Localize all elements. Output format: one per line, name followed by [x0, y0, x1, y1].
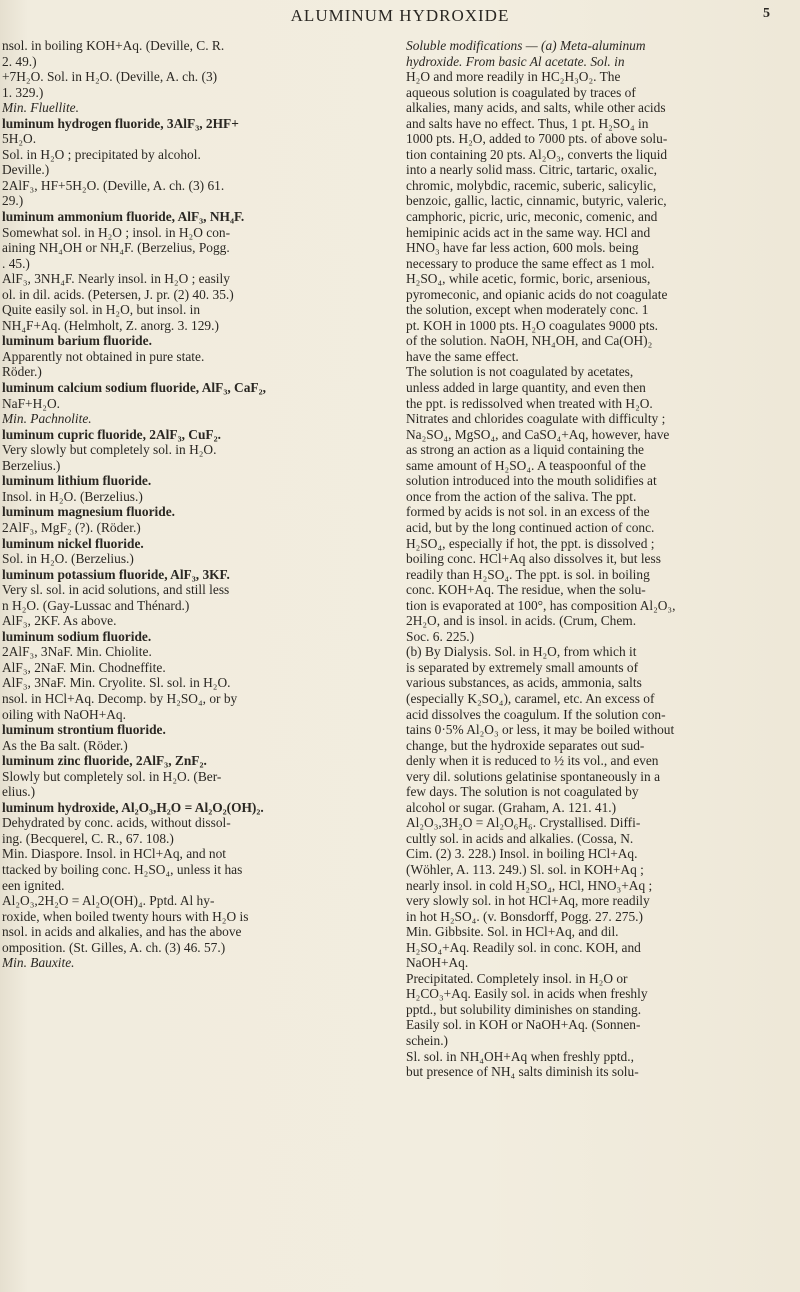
- text-line: chromic, molybdic, racemic, suberic, salicylic,: [406, 177, 657, 193]
- text-line: n H₂O. (Gay-Lussac and Thénard.): [2, 597, 190, 613]
- text-line: formed by acids is not sol. in an excess of the: [406, 504, 650, 520]
- text-line: oiling with NaOH+Aq.: [2, 706, 126, 722]
- text-line: elius.): [2, 784, 36, 800]
- text-line: +7H₂O. Sol. in H₂O. (Deville, A. ch. (3): [2, 69, 218, 85]
- text-line: The solution is not coagulated by acetates,: [406, 364, 634, 380]
- text-line: roxide, when boiled twenty hours with H₂O is: [2, 908, 249, 924]
- text-line: nsol. in acids and alkalies, and has the above: [2, 924, 242, 940]
- text-line: solution introduced into the mouth solidifies at: [406, 473, 657, 489]
- text-line: omposition. (St. Gilles, A. ch. (3) 46. 57.): [2, 939, 226, 955]
- text-line: luminum zinc fluoride, 2AlF₃, ZnF₂.: [2, 753, 207, 769]
- text-line: 2AlF₃, 3NaF. Min. Chiolite.: [2, 644, 152, 660]
- text-line: into a nearly solid mass. Citric, tartaric, oxalic,: [406, 162, 658, 178]
- text-line: cultly sol. in acids and alkalies. (Cossa, N.: [406, 830, 634, 846]
- text-line: NaOH+Aq.: [406, 955, 469, 971]
- text-line: AlF₃, 3NaF. Min. Cryolite. Sl. sol. in H₂O.: [2, 675, 231, 691]
- text-line: Insol. in H₂O. (Berzelius.): [2, 488, 143, 504]
- text-line: change, but the hydroxide separates out sud-: [406, 737, 645, 753]
- text-line: in hot H₂SO₄. (v. Bonsdorff, Pogg. 27. 275.): [406, 908, 643, 924]
- text-line: ing. (Becquerel, C. R., 67. 108.): [2, 830, 174, 846]
- text-line: the ppt. is redissolved when treated with H₂O.: [406, 395, 653, 411]
- text-line: luminum potassium fluoride, AlF₃, 3KF.: [2, 566, 230, 582]
- text-line: . 45.): [2, 255, 30, 271]
- text-line: AlF₃, 3NH₄F. Nearly insol. in H₂O ; easily: [2, 271, 230, 287]
- text-line: Very slowly but completely sol. in H₂O.: [2, 442, 217, 458]
- text-line: Quite easily sol. in H₂O, but insol. in: [2, 302, 201, 318]
- text-line: Sol. in H₂O. (Berzelius.): [2, 551, 134, 567]
- text-line: necessary to produce the same effect as 1 mol.: [406, 255, 655, 271]
- text-line: NaF+H₂O.: [2, 395, 60, 411]
- text-line: acid, but by the long continued action of conc.: [406, 519, 655, 535]
- text-line: tains 0·5% Al₂O₃ or less, it may be boiled without: [406, 722, 675, 738]
- text-line: Röder.): [2, 364, 42, 380]
- text-line: hemipinic acids act in the same way. HCl and: [406, 224, 651, 240]
- text-line: luminum ammonium fluoride, AlF₃, NH₄F.: [2, 209, 245, 225]
- text-line: nsol. in HCl+Aq. Decomp. by H₂SO₄, or by: [2, 690, 238, 706]
- text-line: Sol. in H₂O ; precipitated by alcohol.: [2, 146, 201, 162]
- text-line: Min. Fluellite.: [2, 100, 79, 116]
- text-line: AlF₃, 2KF. As above.: [2, 613, 117, 629]
- text-line: Al₂O₃,2H₂O = Al₂O(OH)₄. Pptd. Al hy-: [2, 893, 215, 909]
- text-line: of the solution. NaOH, NH₄OH, and Ca(OH)₂: [406, 333, 653, 349]
- text-line: luminum sodium fluoride.: [2, 628, 152, 644]
- text-line: Somewhat sol. in H₂O ; insol. in H₂O con-: [2, 224, 231, 240]
- text-line: nsol. in boiling KOH+Aq. (Deville, C. R.: [2, 38, 225, 53]
- text-line: and salts have no effect. Thus, 1 pt. H₂SO₄ in: [406, 115, 649, 131]
- text-line: H₂SO₄, especially if hot, the ppt. is dissolved ;: [406, 535, 655, 551]
- text-line: pyromeconic, and opianic acids do not coagulate: [406, 286, 668, 302]
- text-line: Sl. sol. in NH₄OH+Aq when freshly pptd.,: [406, 1048, 634, 1064]
- text-line: een ignited.: [2, 877, 65, 893]
- text-line: aining NH₄OH or NH₄F. (Berzelius, Pogg.: [2, 240, 230, 256]
- text-line: schein.): [406, 1033, 449, 1048]
- text-line: the solution, except when moderately conc. 1: [406, 302, 649, 318]
- text-line: Min. Bauxite.: [2, 955, 75, 971]
- text-line: Slowly but completely sol. in H₂O. (Ber-: [2, 768, 222, 784]
- text-line: Easily sol. in KOH or NaOH+Aq. (Sonnen-: [406, 1017, 641, 1033]
- text-line: Na₂SO₄, MgSO₄, and CaSO₄+Aq, however, have: [406, 426, 670, 442]
- text-line: luminum cupric fluoride, 2AlF₃, CuF₂.: [2, 426, 221, 442]
- text-line: pt. KOH in 1000 pts. H₂O coagulates 9000 pts.: [406, 317, 659, 333]
- text-line: 2AlF₃, HF+5H₂O. (Deville, A. ch. (3) 61.: [2, 177, 225, 193]
- text-line: 29.): [2, 193, 24, 209]
- text-line: (especially K₂SO₄), caramel, etc. An excess of: [406, 690, 655, 706]
- text-line: Berzelius.): [2, 457, 61, 473]
- text-line: luminum barium fluoride.: [2, 333, 152, 349]
- text-line: tion containing 20 pts. Al₂O₃, converts the liquid: [406, 146, 668, 162]
- text-line: conc. KOH+Aq. The residue, when the solu-: [406, 582, 646, 598]
- text-line: alcohol or sugar. (Graham, A. 121. 41.): [406, 799, 617, 815]
- running-head: ALUMINUM HYDROXIDE: [290, 6, 510, 25]
- text-line: as strong an action as a liquid containing the: [406, 442, 644, 458]
- text-line: 1000 pts. H₂O, added to 7000 pts. of above solu-: [406, 131, 668, 147]
- text-line: unless added in large quantity, and even then: [406, 380, 646, 396]
- text-line: 2. 49.): [2, 53, 37, 69]
- page-number: 5: [763, 6, 770, 21]
- text-line: same amount of H₂SO₄. A teaspoonful of the: [406, 457, 646, 473]
- text-line: have the same effect.: [406, 348, 519, 364]
- text-line: HNO₃ have far less action, 600 mols. being: [406, 240, 639, 256]
- text-line: As the Ba salt. (Röder.): [2, 737, 128, 753]
- text-line: H₂O and more readily in HC₂H₃O₂. The: [406, 69, 621, 85]
- text-line: Precipitated. Completely insol. in H₂O or: [406, 970, 628, 986]
- text-line: Soc. 6. 225.): [406, 628, 475, 644]
- text-line: H₂SO₄+Aq. Readily sol. in conc. KOH, and: [406, 939, 641, 955]
- text-line: hydroxide. From basic Al acetate. Sol. in: [406, 53, 625, 69]
- text-line: nearly insol. in cold H₂SO₄, HCl, HNO₃+Aq ;: [406, 877, 653, 893]
- text-line: (b) By Dialysis. Sol. in H₂O, from which it: [406, 644, 637, 660]
- text-line: is separated by extremely small amounts of: [406, 659, 639, 675]
- text-line: Cim. (2) 3. 228.) Insol. in boiling HCl+Aq.: [406, 846, 638, 862]
- text-line: Min. Pachnolite.: [2, 411, 92, 427]
- page-header: [0, 6, 800, 30]
- text-line: acid dissolves the coagulum. If the solution con-: [406, 706, 666, 722]
- text-line: 2AlF₃, MgF₂ (?). (Röder.): [2, 519, 141, 535]
- text-line: Dehydrated by conc. acids, without dissol-: [2, 815, 231, 831]
- text-line: boiling conc. HCl+Aq also dissolves it, but less: [406, 551, 661, 567]
- text-line: Soluble modifications — (a) Meta-aluminum: [406, 38, 646, 53]
- text-line: readily than H₂SO₄. The ppt. is sol. in boiling: [406, 566, 650, 582]
- text-line: luminum nickel fluoride.: [2, 535, 144, 551]
- text-line: denly when it is reduced to ½ its vol., and even: [406, 753, 659, 769]
- text-line: alkalies, many acids, and salts, while other acids: [406, 100, 666, 116]
- text-line: ttacked by boiling conc. H₂SO₄, unless it has: [2, 861, 243, 877]
- text-line: ol. in dil. acids. (Petersen, J. pr. (2) 40. 35.): [2, 286, 234, 302]
- text-line: H₂SO₄, while acetic, formic, boric, arsenious,: [406, 271, 651, 287]
- text-line: Apparently not obtained in pure state.: [2, 348, 205, 364]
- text-line: various substances, as acids, ammonia, salts: [406, 675, 642, 691]
- text-line: but presence of NH₄ salts diminish its solu-: [406, 1064, 639, 1080]
- text-line: H₂CO₃+Aq. Easily sol. in acids when freshly: [406, 986, 648, 1002]
- text-line: (Wöhler, A. 113. 249.) Sl. sol. in KOH+Aq ;: [406, 861, 644, 877]
- text-line: luminum hydroxide, Al₂O₃,H₂O = Al₂O₂(OH)₂.: [2, 799, 264, 815]
- text-line: AlF₃, 2NaF. Min. Chodneffite.: [2, 659, 166, 675]
- text-line: pptd., but solubility diminishes on standing.: [406, 1001, 642, 1017]
- text-line: very slowly sol. in hot HCl+Aq, more readily: [406, 893, 650, 909]
- text-line: luminum lithium fluoride.: [2, 473, 152, 489]
- text-line: NH₄F+Aq. (Helmholt, Z. anorg. 3. 129.): [2, 317, 219, 333]
- text-line: camphoric, picric, uric, meconic, comenic, and: [406, 209, 658, 225]
- text-line: few days. The solution is not coagulated by: [406, 784, 639, 800]
- text-line: 1. 329.): [2, 84, 44, 100]
- text-line: once from the action of the saliva. The ppt.: [406, 488, 637, 504]
- text-line: luminum hydrogen fluoride, 3AlF₃, 2HF+: [2, 115, 239, 131]
- text-line: luminum calcium sodium fluoride, AlF₃, CaF₂,: [2, 380, 266, 396]
- text-line: 2H₂O, and is insol. in acids. (Crum, Chem.: [406, 613, 637, 629]
- right-column: [406, 38, 780, 1080]
- text-line: Deville.): [2, 162, 50, 178]
- left-column: [2, 38, 378, 971]
- text-line: luminum strontium fluoride.: [2, 722, 166, 738]
- text-line: luminum magnesium fluoride.: [2, 504, 175, 520]
- text-line: aqueous solution is coagulated by traces of: [406, 84, 636, 100]
- text-line: 5H₂O.: [2, 131, 37, 147]
- text-line: tion is evaporated at 100°, has composition Al₂O₃,: [406, 597, 676, 613]
- text-line: very dil. solutions gelatinise spontaneously in a: [406, 768, 661, 784]
- text-line: Min. Gibbsite. Sol. in HCl+Aq, and dil.: [406, 924, 619, 940]
- text-line: Al₂O₃,3H₂O = Al₂O₆H₆. Crystallised. Diffi-: [406, 815, 641, 831]
- text-line: benzoic, gallic, lactic, cinnamic, butyric, valeric,: [406, 193, 667, 209]
- text-line: Very sl. sol. in acid solutions, and still less: [2, 582, 230, 598]
- text-line: Min. Diaspore. Insol. in HCl+Aq, and not: [2, 846, 227, 862]
- text-line: Nitrates and chlorides coagulate with difficulty ;: [406, 411, 666, 427]
